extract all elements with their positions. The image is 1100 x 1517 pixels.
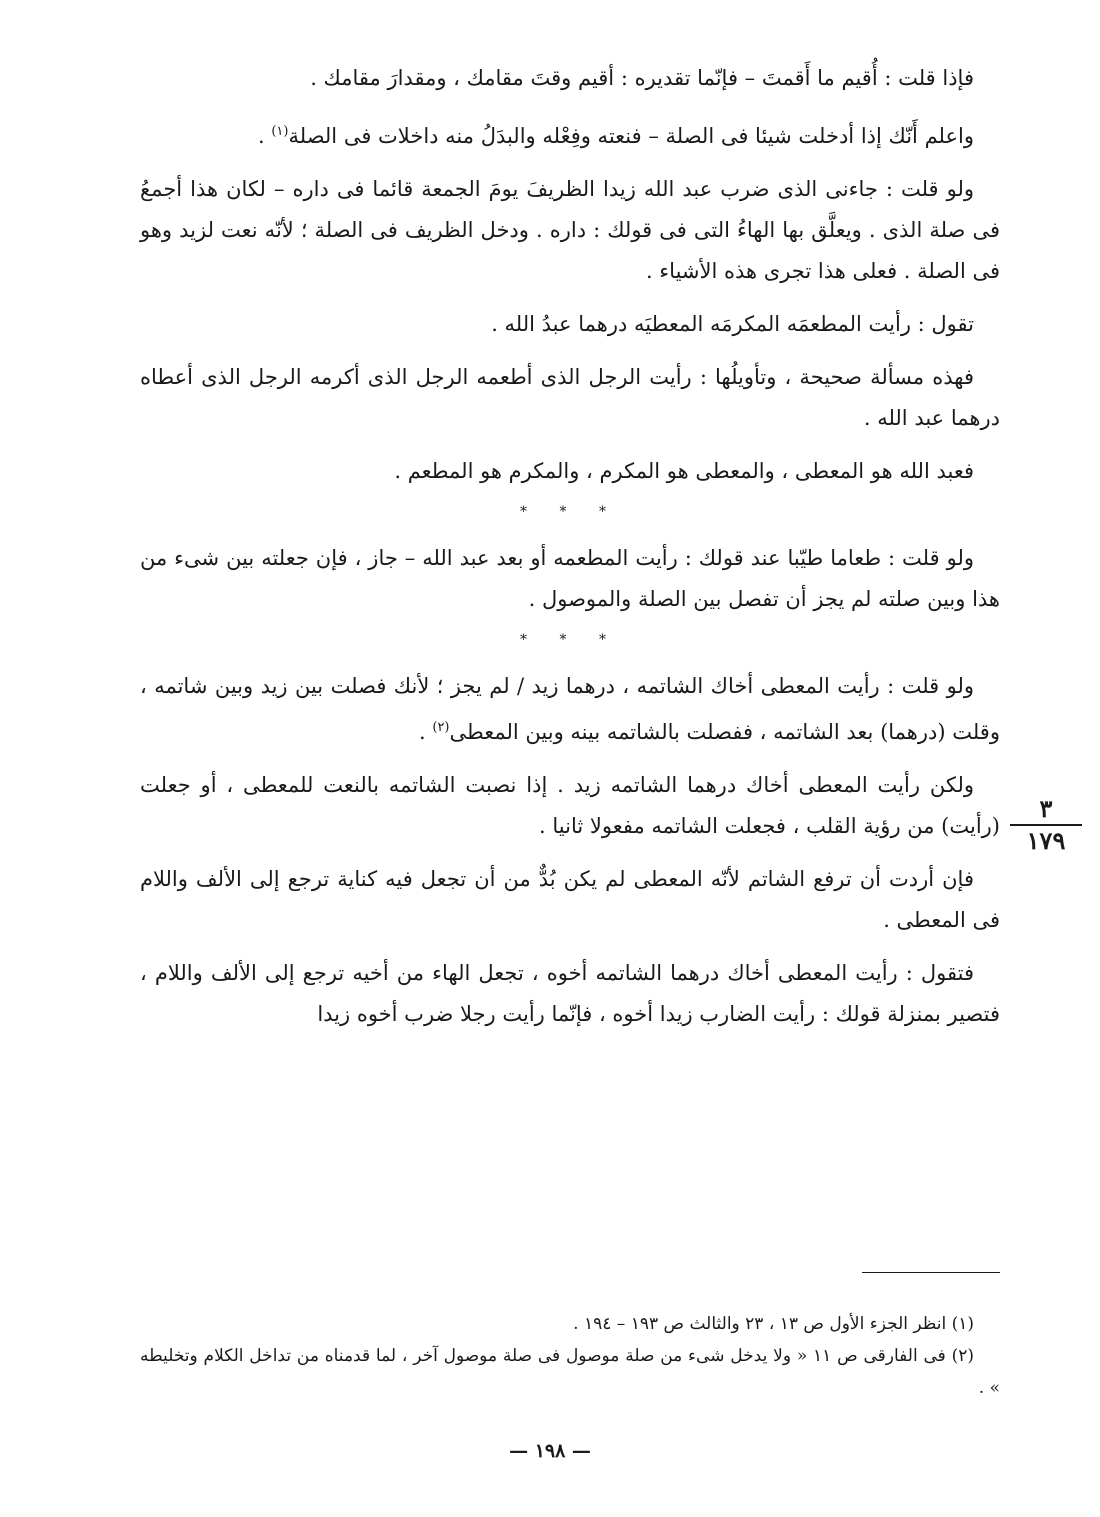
paragraph-2: واعلم أَنّك إذا أدخلت شيئا فى الصلة – فنعته وفِعْله والبدَلُ منه داخلات فى الصلة$^{(١)}$ . bbox=[257, 124, 974, 148]
paragraph-7: ولو قلت : طعاما طيّبا عند قولك : رأيت المطعمه أو بعد عبد الله – جاز ، فإن جعلته بين شىء من هذا وبين صلته لم يجز أن تفصل بين الصلة والموصول . bbox=[140, 546, 1000, 611]
section-separator-2: * * * bbox=[520, 632, 620, 648]
footnotes bbox=[140, 1308, 1000, 1404]
section-separator-1: * * * bbox=[520, 504, 620, 520]
page-number: — ١٩٨ — bbox=[509, 1440, 591, 1462]
paragraph-10: فإن أردت أن ترفع الشاتم لأنّه المعطى لم يكن بُدٌّ من أن تجعل فيه كناية ترجع إلى الألف واللام فى المعطى . bbox=[140, 867, 1000, 932]
margin-original-page: ١٧٩ bbox=[1026, 826, 1066, 855]
main-text bbox=[140, 58, 1000, 1047]
margin-volume-number: ٣ bbox=[1010, 796, 1082, 826]
paragraph-6: فعبد الله هو المعطى ، والمعطى هو المكرم ، والمكرم هو المطعم . bbox=[394, 459, 974, 483]
footnote-divider bbox=[862, 1272, 1000, 1273]
paragraph-9: ولكن رأيت المعطى أخاك درهما الشاتمه زيد . إذا نصبت الشاتمه بالنعت للمعطى ، أو جعلت (رأيت) من رؤية القلب ، فجعلت الشاتمه مفعولا ثانيا . bbox=[140, 773, 1000, 838]
paragraph-3: ولو قلت : جاءنى الذى ضرب عبد الله زيدا الظريفَ يومَ الجمعة قائما فى داره – لكان هذا أجمعُ فى صلة الذى . ويعلَّق بها الهاءُ التى فى قولك : داره . ودخل الظريف فى الصلة ؛ لأنّه نعت لزيد وهو فى الصلة . فعلى هذا تجرى هذه الأشياء . bbox=[140, 177, 1000, 283]
paragraph-4: تقول : رأيت المطعمَه المكرمَه المعطيَه درهما عبدُ الله . bbox=[491, 312, 974, 336]
footnote-ref-2: (٢) bbox=[432, 720, 450, 735]
paragraph-11: فتقول : رأيت المعطى أخاك درهما الشاتمه أخوه ، تجعل الهاء من أخيه ترجع إلى الألف واللام ، فتصير بمنزلة قولك : رأيت الضارب زيدا أخوه ، فإنّما رأيت رجلا ضرب أخوه زيدا bbox=[140, 961, 1000, 1026]
paragraph-1: فإذا قلت : أُقيم ما أَقمتَ – فإنّما تقديره : أقيم وقتَ مقامك ، ومقدارَ مقامك . bbox=[310, 66, 974, 90]
paragraph-5: فهذه مسألة صحيحة ، وتأويلُها : رأيت الرجل الذى أطعمه الرجل الذى أكرمه الرجل الذى أعطاه درهما عبد الله . bbox=[140, 365, 1000, 430]
footnote-ref-1: (١) bbox=[271, 124, 289, 139]
margin-page-reference bbox=[1010, 796, 1082, 854]
footnote-2: (٢) فى الفارقى ص ١١ « ولا يدخل شىء من صلة موصول فى صلة موصول آخر ، لما قدمناه من تداخل الكلام وتخليطه » . bbox=[140, 1346, 1000, 1398]
paragraph-8: ولو قلت : رأيت المعطى أخاك الشاتمه ، درهما زيد / لم يجز ؛ لأنك فصلت بين زيد وبين شاتمه ، وقلت (درهما) بعد الشاتمه ، ففصلت بالشاتمه بينه وبين المعطى$^{(٢)}$ . bbox=[140, 674, 1000, 744]
footnote-1: (١) انظر الجزء الأول ص ١٣ ، ٢٣ والثالث ص ١٩٣ – ١٩٤ . bbox=[573, 1314, 974, 1334]
